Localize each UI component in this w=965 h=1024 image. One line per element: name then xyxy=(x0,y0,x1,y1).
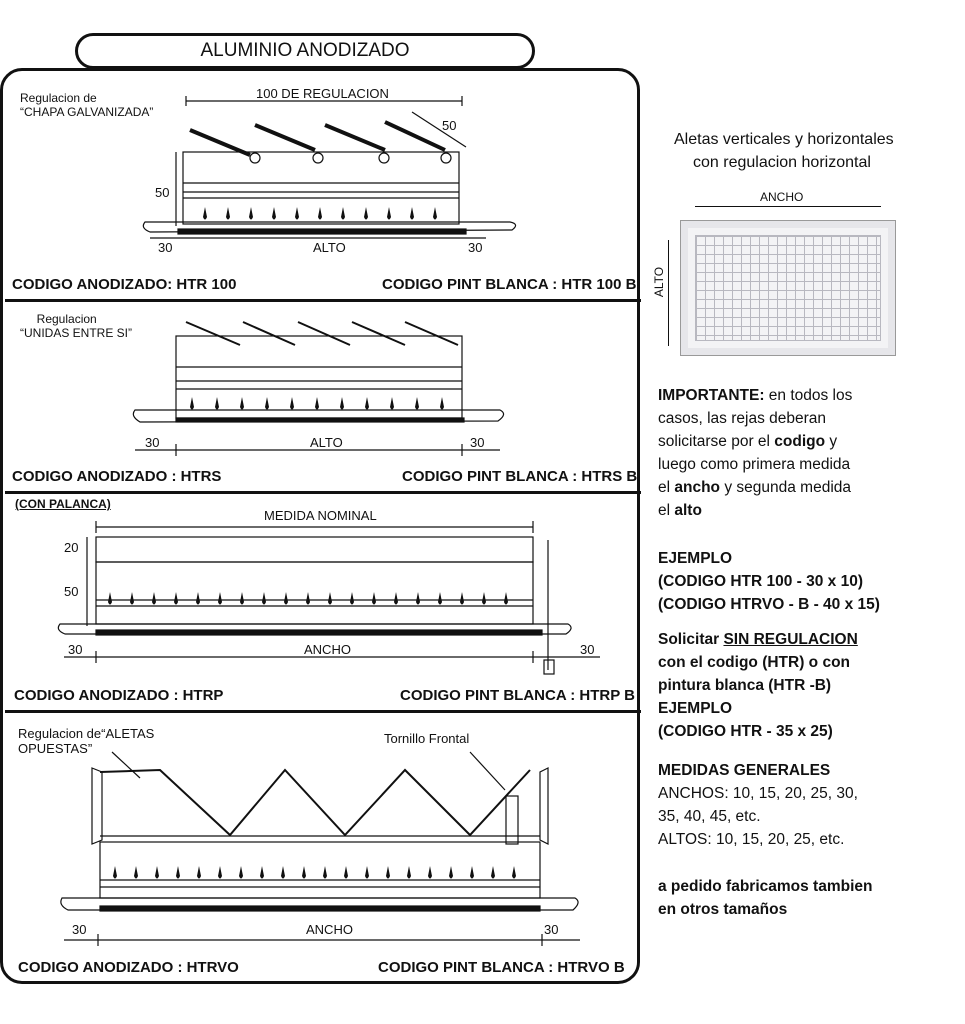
important-emphasis: alto xyxy=(674,502,702,519)
louver-pin xyxy=(240,397,244,410)
order-text: (CODIGO HTR - 35 x 25) xyxy=(658,723,833,740)
louver-pin xyxy=(315,397,319,410)
important-text: en todos los xyxy=(764,387,853,404)
louver-pin xyxy=(295,207,299,220)
order-text: con el codigo (HTR) o con xyxy=(658,654,851,671)
louver-pin xyxy=(449,866,453,879)
louver-pin xyxy=(176,866,180,879)
important-label: IMPORTANTE: xyxy=(658,387,765,404)
louver-pin xyxy=(265,397,269,410)
important-emphasis: codigo xyxy=(774,433,826,450)
louver-pin xyxy=(433,207,437,220)
louver-pin xyxy=(512,866,516,879)
dimension-label: 50 xyxy=(64,584,79,599)
louver-pin xyxy=(218,866,222,879)
sidebar-heading: con regulacion horizontal xyxy=(693,154,871,171)
louver-pin xyxy=(197,866,201,879)
louver-pin xyxy=(260,866,264,879)
regulation-note: Regulacion de“ALETAS OPUESTAS” xyxy=(18,726,155,756)
dimension-label: 30 xyxy=(470,435,485,450)
dimension-label: 30 xyxy=(468,240,483,255)
example-line: (CODIGO HTRVO - B - 40 x 15) xyxy=(658,596,880,613)
louver-pin xyxy=(344,866,348,879)
louver-pin xyxy=(239,866,243,879)
louver-pin xyxy=(113,866,117,879)
dimension-label: ALTO xyxy=(313,240,346,255)
dimension-label: 30 xyxy=(68,642,83,657)
louver-pin xyxy=(415,397,419,410)
louver-pin xyxy=(482,592,486,605)
code-white: CODIGO PINT BLANCA : HTR 100 B xyxy=(382,276,637,293)
louver-pin xyxy=(240,592,244,605)
code-white: CODIGO PINT BLANCA : HTRVO B xyxy=(378,959,625,976)
order-text: Solicitar xyxy=(658,631,724,648)
louver-pin xyxy=(438,592,442,605)
louver-pin xyxy=(190,397,194,410)
louver-pin xyxy=(196,592,200,605)
louver-pin xyxy=(218,592,222,605)
louver-pin xyxy=(372,592,376,605)
dimension-label: 100 DE REGULACION xyxy=(256,86,389,101)
louver-pin xyxy=(155,866,159,879)
grille-illustration xyxy=(680,220,896,356)
height-dimension-line xyxy=(668,240,669,346)
louver-pin xyxy=(394,592,398,605)
important-text: el xyxy=(658,502,675,519)
louver-pin xyxy=(152,592,156,605)
width-label: ANCHO xyxy=(760,190,804,204)
louver-pin xyxy=(306,592,310,605)
louver-pin xyxy=(341,207,345,220)
louver-pin xyxy=(416,592,420,605)
louver-pin xyxy=(504,592,508,605)
louver-pin xyxy=(290,397,294,410)
width-dimension-line xyxy=(695,206,881,207)
louver-pin xyxy=(302,866,306,879)
order-emphasis: SIN REGULACION xyxy=(723,631,858,648)
height-label: ALTO xyxy=(652,266,667,298)
dimension-label: ALTO xyxy=(310,435,343,450)
louver-pin xyxy=(249,207,253,220)
louver-pin xyxy=(134,866,138,879)
regulation-note: Regulacion de “CHAPA GALVANIZADA” xyxy=(20,91,154,119)
regulation-note: Regulacion “UNIDAS ENTRE SI” xyxy=(20,312,133,340)
page-title: ALUMINIO ANODIZADO xyxy=(75,33,535,69)
louver-pin xyxy=(491,866,495,879)
louver-pin xyxy=(470,866,474,879)
custom-note: a pedido fabricamos tambien xyxy=(658,878,873,895)
important-text: el xyxy=(658,479,675,496)
sidebar-heading: Aletas verticales y horizontales xyxy=(674,131,894,148)
important-text: luego como primera medida xyxy=(658,456,851,473)
grille-mesh xyxy=(695,235,881,341)
louver-pin xyxy=(364,207,368,220)
order-text: EJEMPLO xyxy=(658,700,733,717)
sizes-line: 35, 40, 45, etc. xyxy=(658,808,761,825)
dimension-label: 30 xyxy=(145,435,160,450)
sizes-line: ALTOS: 10, 15, 20, 25, etc. xyxy=(658,831,845,848)
louver-pin xyxy=(410,207,414,220)
louver-pin xyxy=(215,397,219,410)
dimension-label: ANCHO xyxy=(306,922,353,937)
dimension-label: 20 xyxy=(64,540,79,555)
lever-note: (CON PALANCA) xyxy=(15,497,111,511)
louver-pin xyxy=(350,592,354,605)
louver-pin xyxy=(440,397,444,410)
louver-pin xyxy=(108,592,112,605)
louver-pin xyxy=(174,592,178,605)
dimension-label: 30 xyxy=(580,642,595,657)
code-white: CODIGO PINT BLANCA : HTRS B xyxy=(402,468,638,485)
louver-pin xyxy=(284,592,288,605)
louver-pin xyxy=(262,592,266,605)
louver-pin xyxy=(460,592,464,605)
louver-pin xyxy=(428,866,432,879)
important-text: solicitarse por el xyxy=(658,433,775,450)
dimension-label: 30 xyxy=(544,922,559,937)
louver-pin xyxy=(203,207,207,220)
louver-pin xyxy=(387,207,391,220)
important-emphasis: ancho xyxy=(674,479,721,496)
code-anodized: CODIGO ANODIZADO : HTRP xyxy=(14,687,224,704)
louver-pin xyxy=(226,207,230,220)
louver-pin xyxy=(390,397,394,410)
grille-htrvo-drawing xyxy=(61,752,580,946)
dimension-label: 30 xyxy=(72,922,87,937)
custom-note: en otros tamaños xyxy=(658,901,788,918)
louver-pin xyxy=(328,592,332,605)
screw-note: Tornillo Frontal xyxy=(384,731,470,746)
example-heading: EJEMPLO xyxy=(658,550,733,567)
louver-pin xyxy=(365,866,369,879)
louver-pin xyxy=(407,866,411,879)
grille-htr100-drawing xyxy=(143,96,515,238)
important-text: y xyxy=(825,433,838,450)
sizes-heading: MEDIDAS GENERALES xyxy=(658,762,831,779)
louver-pin xyxy=(272,207,276,220)
important-text: casos, las rejas deberan xyxy=(658,410,827,427)
important-text: y segunda medida xyxy=(720,479,852,496)
example-line: (CODIGO HTR 100 - 30 x 10) xyxy=(658,573,864,590)
order-text: pintura blanca (HTR -B) xyxy=(658,677,832,694)
louver-pin xyxy=(130,592,134,605)
code-white: CODIGO PINT BLANCA : HTRP B xyxy=(400,687,635,704)
code-anodized: CODIGO ANODIZADO : HTRVO xyxy=(18,959,239,976)
dimension-label: ANCHO xyxy=(304,642,351,657)
code-anodized: CODIGO ANODIZADO: HTR 100 xyxy=(12,276,237,293)
louver-pin xyxy=(281,866,285,879)
louver-pin xyxy=(318,207,322,220)
sizes-line: ANCHOS: 10, 15, 20, 25, 30, xyxy=(658,785,858,802)
louver-pin xyxy=(323,866,327,879)
dimension-label: MEDIDA NOMINAL xyxy=(264,508,377,523)
dimension-label: 50 xyxy=(155,185,170,200)
dimension-label: 30 xyxy=(158,240,173,255)
code-anodized: CODIGO ANODIZADO : HTRS xyxy=(12,468,222,485)
louver-pin xyxy=(365,397,369,410)
louver-pin xyxy=(340,397,344,410)
louver-pin xyxy=(386,866,390,879)
dimension-label: 50 xyxy=(442,118,457,133)
